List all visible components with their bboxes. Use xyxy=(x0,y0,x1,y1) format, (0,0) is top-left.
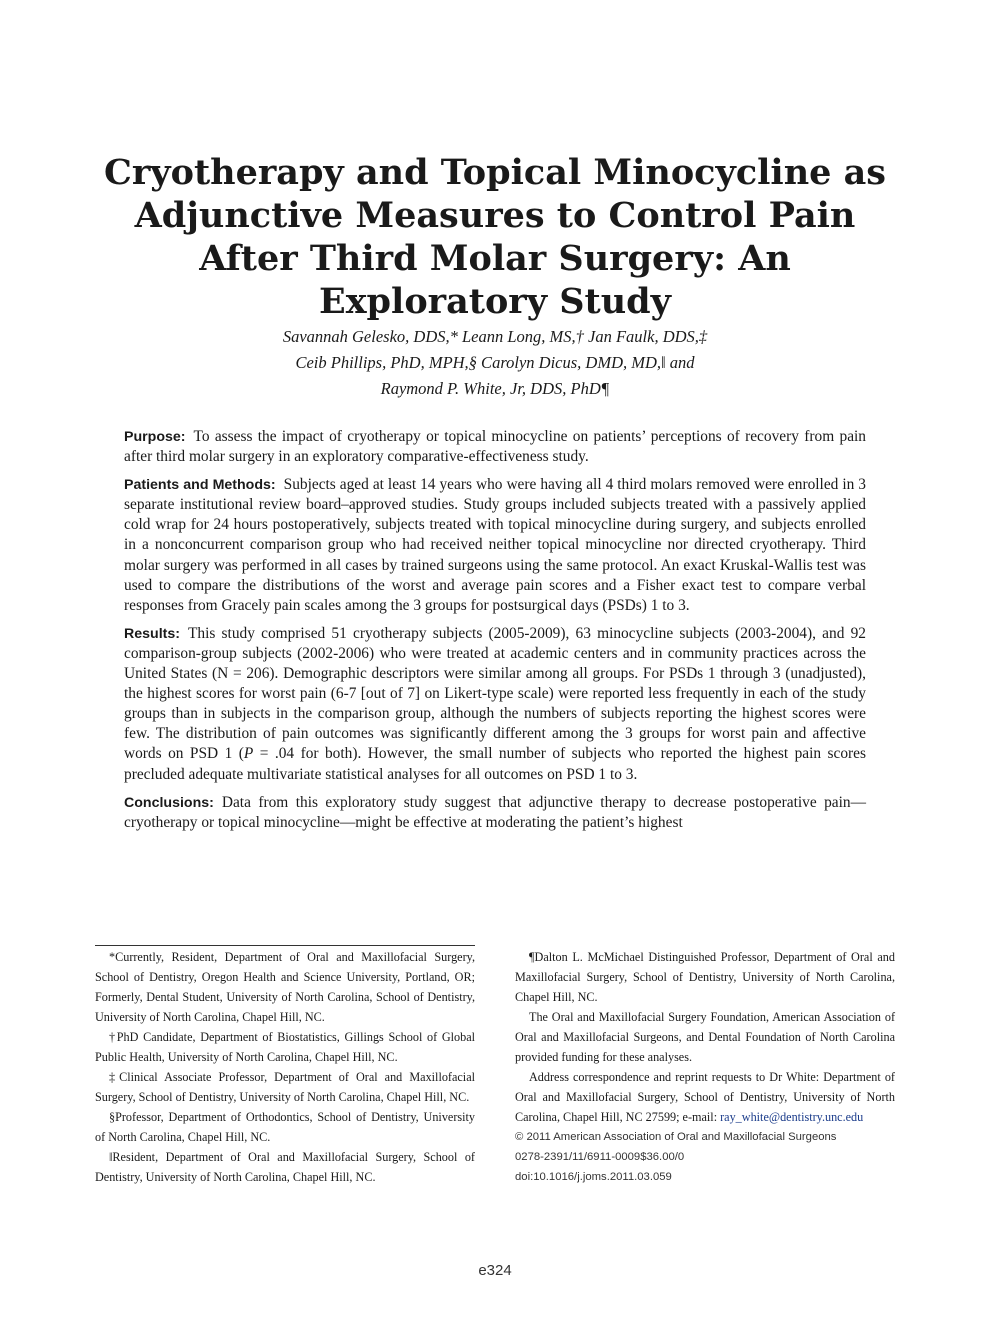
abstract-methods xyxy=(124,475,866,616)
results-label: Results: xyxy=(124,625,180,642)
abstract-results xyxy=(124,624,866,785)
footnote-affiliation: †PhD Candidate, Department of Biostatistics, Gillings School of Global Public Health, University of North Carolina, Chapel Hill, NC. xyxy=(95,1030,475,1064)
abstract-purpose xyxy=(124,427,866,467)
purpose-label: Purpose: xyxy=(124,429,186,445)
footnote-correspondence xyxy=(515,1067,895,1127)
footnote-affiliation: §Professor, Department of Orthodontics, School of Dentistry, University of North Carolina, Chapel Hill, NC. xyxy=(95,1110,475,1144)
author-line: Ceib Phillips, PhD, MPH,§ Carolyn Dicus, DMD, MD,‖ and xyxy=(295,353,695,372)
footnote-affiliation: ‖Resident, Department of Oral and Maxillofacial Surgery, School of Dentistry, University of North Carolina, Chapel Hill, NC. xyxy=(95,1150,475,1184)
methods-text: Subjects aged at least 14 years who were having all 4 third molars removed were enrolled in 3 separate institutional review board–approved studies. Study groups included subjects treated with a passively applied cold wrap for 24 hours postoperatively, subjects treated with topical minocycline during surgery, and subjects enrolled in a nonconcurrent comparison group who had received neither topical minocycline nor directed cryotherapy. Third molar surgery was performed in all cases by trained surgeons using the same protocol. An exact Kruskal-Wallis test was used to compare the distributions of the worst and average pain scores and a Fisher exact test to compare verbal responses from Gracely pain scales among the 3 groups for postsurgical days (PSDs) 1 to 3. xyxy=(124,476,866,614)
results-text-2: = .04 for both). However, the small number of subjects who reported the highest pain scores precluded adequate multivariate statistical analyses for all outcomes on PSD 1 to 3. xyxy=(124,745,866,783)
article-title xyxy=(95,151,895,323)
issn-line: 0278-2391/11/6911-0009$36.00/0 xyxy=(515,1151,685,1163)
email-link[interactable]: ray_white@dentistry.unc.edu xyxy=(720,1110,864,1124)
footnote-funding: The Oral and Maxillofacial Surgery Foundation, American Association of Oral and Maxillofacial Surgeons, and Dental Foundation of North Carolina provided funding for these analyses. xyxy=(515,1010,895,1064)
copyright-line: © 2011 American Association of Oral and Maxillofacial Surgeons xyxy=(515,1131,837,1143)
title-line: Adjunctive Measures to Control Pain xyxy=(134,195,856,237)
abstract xyxy=(124,427,866,841)
author-list xyxy=(95,324,895,402)
results-text-1: This study comprised 51 cryotherapy subjects (2005-2009), 63 minocycline subjects (2003-2004), and 92 comparison-group subjects (2002-2006) who were treated at academic centers and in community practices across the United States (N = 206). Demographic descriptors were similar among all groups. For PSDs 1 through 3 (unadjusted), the highest scores for worst pain (6-7 [out of 7] on Likert-type scale) were reported less frequently in each of the study groups than in subjects in the comparison group, although the numbers of subjects reporting the highest scores were few. The distribution of pain outcomes was significantly different among the 3 groups for worst pain and affective words on PSD 1 ( xyxy=(124,624,866,763)
title-line: Exploratory Study xyxy=(319,281,671,323)
author-line: Raymond P. White, Jr, DDS, PhD¶ xyxy=(380,379,610,398)
author-line: Savannah Gelesko, DDS,* Leann Long, MS,† Jan Faulk, DDS,‡ xyxy=(282,327,708,346)
conclusions-text: Data from this exploratory study suggest that adjunctive therapy to decrease postoperative pain— cryotherapy or topical minocycline—might be effective at moderating the patient’s highest xyxy=(124,793,866,831)
results-p-symbol: P xyxy=(243,745,254,763)
title-line: Cryotherapy and Topical Minocycline as xyxy=(103,152,887,194)
page-number: e324 xyxy=(478,1262,512,1279)
footnote-affiliation: ‡Clinical Associate Professor, Department of Oral and Maxillofacial Surgery, School of Dentistry, University of North Carolina, Chapel Hill, NC. xyxy=(95,1070,475,1104)
footnote-divider xyxy=(95,945,475,946)
abstract-conclusions xyxy=(124,793,866,833)
conclusions-label: Conclusions: xyxy=(124,794,214,811)
doi-line: doi:10.1016/j.joms.2011.03.059 xyxy=(515,1171,672,1183)
title-line: After Third Molar Surgery: An xyxy=(199,238,791,280)
methods-label: Patients and Methods: xyxy=(124,477,276,494)
footnotes-left-column xyxy=(95,947,475,1187)
footnote-affiliation: ¶Dalton L. McMichael Distinguished Professor, Department of Oral and Maxillofacial Surgery, School of Dentistry, University of North Carolina, Chapel Hill, NC. xyxy=(515,950,895,1004)
purpose-text: To assess the impact of cryotherapy or topical minocycline on patients’ perceptions of recovery from pain after third molar surgery in an exploratory comparative-effectiveness study. xyxy=(124,428,866,466)
footnote-affiliation: *Currently, Resident, Department of Oral and Maxillofacial Surgery, School of Dentistry, Oregon Health and Science University, Portland, OR; Formerly, Dental Student, University of North Carolina, School of Dentistry, University of North Carolina, Chapel Hill, NC. xyxy=(95,950,475,1024)
correspondence-address: Address correspondence and reprint requests to Dr White: Department of Oral and Maxillofacial Surgery, School of Dentistry, University of North Carolina, Chapel Hill, NC 27599; e-mail: xyxy=(515,1070,895,1124)
footnotes-right-column xyxy=(515,947,895,1187)
